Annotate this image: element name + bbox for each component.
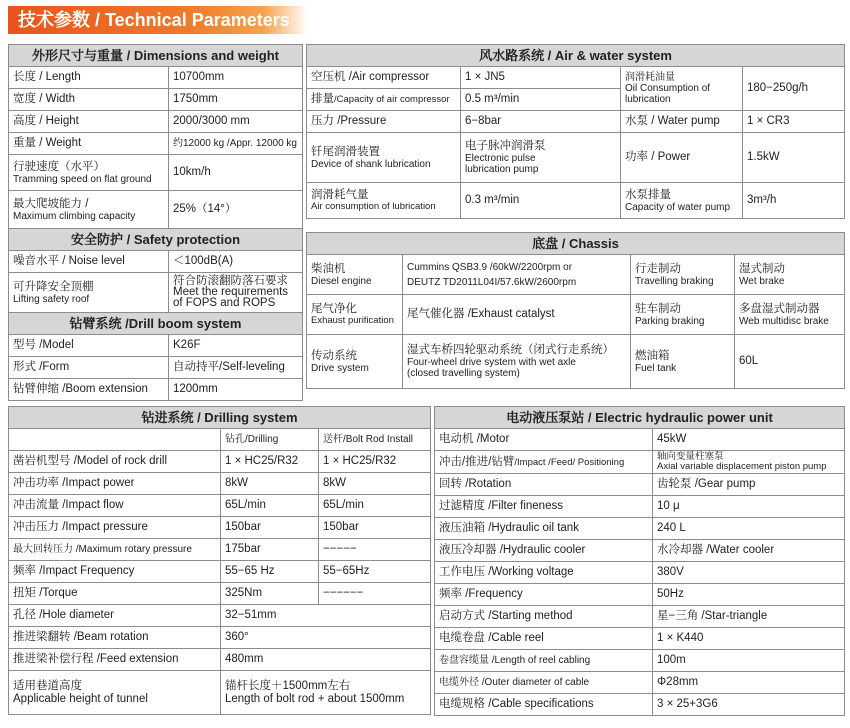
impact-pressure-bolt: 150bar (319, 517, 431, 539)
rotation-label: 回转 /Rotation (435, 474, 653, 496)
cable-diameter-value: Φ28mm (653, 672, 845, 694)
bolt-col-header: 送杆/Bolt Rod Install (319, 429, 431, 451)
frequency-drilling: 55−65 Hz (221, 561, 319, 583)
starting-value: 星−三角 /Star-triangle (653, 606, 845, 628)
beam-rotation-value: 360° (221, 627, 431, 649)
dimensions-table (8, 44, 303, 401)
torque-bolt: −−−−−− (319, 583, 431, 605)
impact-flow-label: 冲击流量 /Impact flow (9, 495, 221, 517)
boom-form-value: 自动持平/Self-leveling (169, 357, 303, 379)
impact-power-label: 冲击功率 /Impact power (9, 473, 221, 495)
hole-diameter-label: 孔径 /Hole diameter (9, 605, 221, 627)
water-pump-value: 1 × CR3 (743, 111, 845, 133)
height-label: 高度 / Height (9, 111, 169, 133)
noise-label: 噪音水平 / Noise level (9, 251, 169, 273)
reel-length-label: 卷盘容缆量 /Length of reel cabling (435, 650, 653, 672)
park-brake-label: 驻车制动 Parking braking (631, 295, 735, 335)
cooler-value: 水冷却器 /Water cooler (653, 540, 845, 562)
rock-drill-drilling: 1 × HC25/R32 (221, 451, 319, 473)
reel-length-value: 100m (653, 650, 845, 672)
cable-spec-value: 3 × 25+3G6 (653, 694, 845, 716)
cable-reel-value: 1 × K440 (653, 628, 845, 650)
hole-diameter-value: 32−51mm (221, 605, 431, 627)
compressor-label: 空压机 /Air compressor (307, 67, 461, 89)
width-value: 1750mm (169, 89, 303, 111)
power-label: 功率 / Power (621, 133, 743, 183)
feed-extension-value: 480mm (221, 649, 431, 671)
lube-air-value: 0.3 m³/min (461, 183, 621, 219)
boom-header: 钻臂系统 /Drill boom system (9, 313, 303, 335)
pump-capacity-value: 3m³/h (743, 183, 845, 219)
air-header: 风水路系统 / Air & water system (307, 45, 845, 67)
climbing-label: 最大爬坡能力 / Maximum climbing capacity (9, 191, 169, 229)
oil-consumption-value: 180−250g/h (743, 67, 845, 111)
weight-value: 约12000 kg /Appr. 12000 kg (169, 133, 303, 155)
rotation-value: 齿轮泵 /Gear pump (653, 474, 845, 496)
pump-value: 轴向变量柱塞泵 Axial variable displacement piston pump (653, 451, 845, 474)
roof-value: 符合防滚翻防落石要求 Meet the requirements of FOPS and ROPS (169, 273, 303, 313)
height-value: 2000/3000 mm (169, 111, 303, 133)
motor-value: 45kW (653, 429, 845, 451)
chassis-table (306, 232, 845, 389)
exhaust-value: 尾气催化器 /Exhaust catalyst (403, 295, 631, 335)
shank-label: 钎尾润滑装置 Device of shank lubrication (307, 133, 461, 183)
voltage-label: 工作电压 /Working voltage (435, 562, 653, 584)
impact-flow-bolt: 65L/min (319, 495, 431, 517)
hyd-frequency-value: 50Hz (653, 584, 845, 606)
frequency-bolt: 55−65Hz (319, 561, 431, 583)
tramming-label: 行驶速度（水平） Tramming speed on flat ground (9, 155, 169, 191)
tunnel-value: 锚杆长度＋1500mm左右 Length of bolt rod + about 1500mm (221, 671, 431, 715)
torque-drilling: 325Nm (221, 583, 319, 605)
cable-reel-label: 电缆卷盘 /Cable reel (435, 628, 653, 650)
impact-pressure-drilling: 150bar (221, 517, 319, 539)
pump-capacity-label: 水泵排量 Capacity of water pump (621, 183, 743, 219)
pressure-label: 压力 /Pressure (307, 111, 461, 133)
starting-label: 启动方式 /Starting method (435, 606, 653, 628)
shank-value: 电子脉冲润滑泵 Electronic pulse lubrication pump (461, 133, 621, 183)
travel-brake-label: 行走制动 Travelling braking (631, 255, 735, 295)
park-brake-value: 多盘湿式制动器 Web multidisc brake (735, 295, 845, 335)
boom-form-label: 形式 /Form (9, 357, 169, 379)
climbing-value: 25%（14°） (169, 191, 303, 229)
fuel-label: 燃油箱 Fuel tank (631, 335, 735, 389)
pump-label: 冲击/推进/钻臂/Impact /Feed/ Positioning (435, 451, 653, 474)
hydraulic-header: 电动液压泵站 / Electric hydraulic power unit (435, 407, 845, 429)
voltage-value: 380V (653, 562, 845, 584)
tunnel-label: 适用巷道高度 Applicable height of tunnel (9, 671, 221, 715)
impact-flow-drilling: 65L/min (221, 495, 319, 517)
oil-tank-label: 液压油箱 /Hydraulic oil tank (435, 518, 653, 540)
drive-label: 传动系统 Drive system (307, 335, 403, 389)
fuel-value: 60L (735, 335, 845, 389)
oil-consumption-label: 润滑耗油量 Oil Consumption of lubrication (621, 67, 743, 111)
safety-header: 安全防护 / Safety protection (9, 229, 303, 251)
exhaust-label: 尾气净化 Exhaust purification (307, 295, 403, 335)
width-label: 宽度 / Width (9, 89, 169, 111)
drilling-header: 钻进系统 / Drilling system (9, 407, 431, 429)
travel-brake-value: 湿式制动 Wet brake (735, 255, 845, 295)
feed-extension-label: 推进梁补偿行程 /Feed extension (9, 649, 221, 671)
beam-rotation-label: 推进梁翻转 /Beam rotation (9, 627, 221, 649)
chassis-header: 底盘 / Chassis (307, 233, 845, 255)
impact-power-bolt: 8kW (319, 473, 431, 495)
filter-value: 10 μ (653, 496, 845, 518)
boom-model-label: 型号 /Model (9, 335, 169, 357)
impact-pressure-label: 冲击压力 /Impact pressure (9, 517, 221, 539)
cooler-label: 液压冷却器 /Hydraulic cooler (435, 540, 653, 562)
displacement-value: 0.5 m³/min (461, 89, 621, 111)
roof-label: 可升降安全顶棚 Lifting safety roof (9, 273, 169, 313)
impact-power-drilling: 8kW (221, 473, 319, 495)
weight-label: 重量 / Weight (9, 133, 169, 155)
drilling-col-header: 钻孔/Drilling (221, 429, 319, 451)
pressure-value: 6−8bar (461, 111, 621, 133)
compressor-value: 1 × JN5 (461, 67, 621, 89)
engine-value: Cummins QSB3.9 /60kW/2200rpm or DEUTZ TD2011L04I/57.6kW/2600rpm (403, 255, 631, 295)
filter-label: 过滤精度 /Filter fineness (435, 496, 653, 518)
rock-drill-label: 凿岩机型号 /Model of rock drill (9, 451, 221, 473)
rock-drill-bolt: 1 × HC25/R32 (319, 451, 431, 473)
oil-tank-value: 240 L (653, 518, 845, 540)
noise-value: ＜100dB(A) (169, 251, 303, 273)
length-value: 10700mm (169, 67, 303, 89)
tramming-value: 10km/h (169, 155, 303, 191)
rotary-pressure-drilling: 175bar (221, 539, 319, 561)
lube-air-label: 润滑耗气量 Air consumption of lubrication (307, 183, 461, 219)
dimensions-header: 外形尺寸与重量 / Dimensions and weight (9, 45, 303, 67)
length-label: 长度 / Length (9, 67, 169, 89)
drive-value: 湿式车桥四轮驱动系统（闭式行走系统） Four-wheel drive system with wet axle (closed travelling system) (403, 335, 631, 389)
page-title: 技术参数 / Technical Parameters (8, 6, 308, 34)
engine-label: 柴油机 Diesel engine (307, 255, 403, 295)
drilling-corner (9, 429, 221, 451)
boom-model-value: K26F (169, 335, 303, 357)
water-pump-label: 水泵 / Water pump (621, 111, 743, 133)
motor-label: 电动机 /Motor (435, 429, 653, 451)
rotary-pressure-label: 最大回转压力 /Maximum rotary pressure (9, 539, 221, 561)
power-value: 1.5kW (743, 133, 845, 183)
boom-extension-label: 钻臂伸缩 /Boom extension (9, 379, 169, 401)
torque-label: 扭矩 /Torque (9, 583, 221, 605)
cable-diameter-label: 电缆外径 /Outer diameter of cable (435, 672, 653, 694)
drilling-table (8, 406, 431, 715)
hydraulic-table (434, 406, 845, 716)
displacement-label: 排量/Capacity of air compressor (307, 89, 461, 111)
boom-extension-value: 1200mm (169, 379, 303, 401)
hyd-frequency-label: 频率 /Frequency (435, 584, 653, 606)
air-water-table (306, 44, 845, 219)
frequency-label: 频率 /Impact Frequency (9, 561, 221, 583)
rotary-pressure-bolt: −−−−− (319, 539, 431, 561)
cable-spec-label: 电缆规格 /Cable specifications (435, 694, 653, 716)
